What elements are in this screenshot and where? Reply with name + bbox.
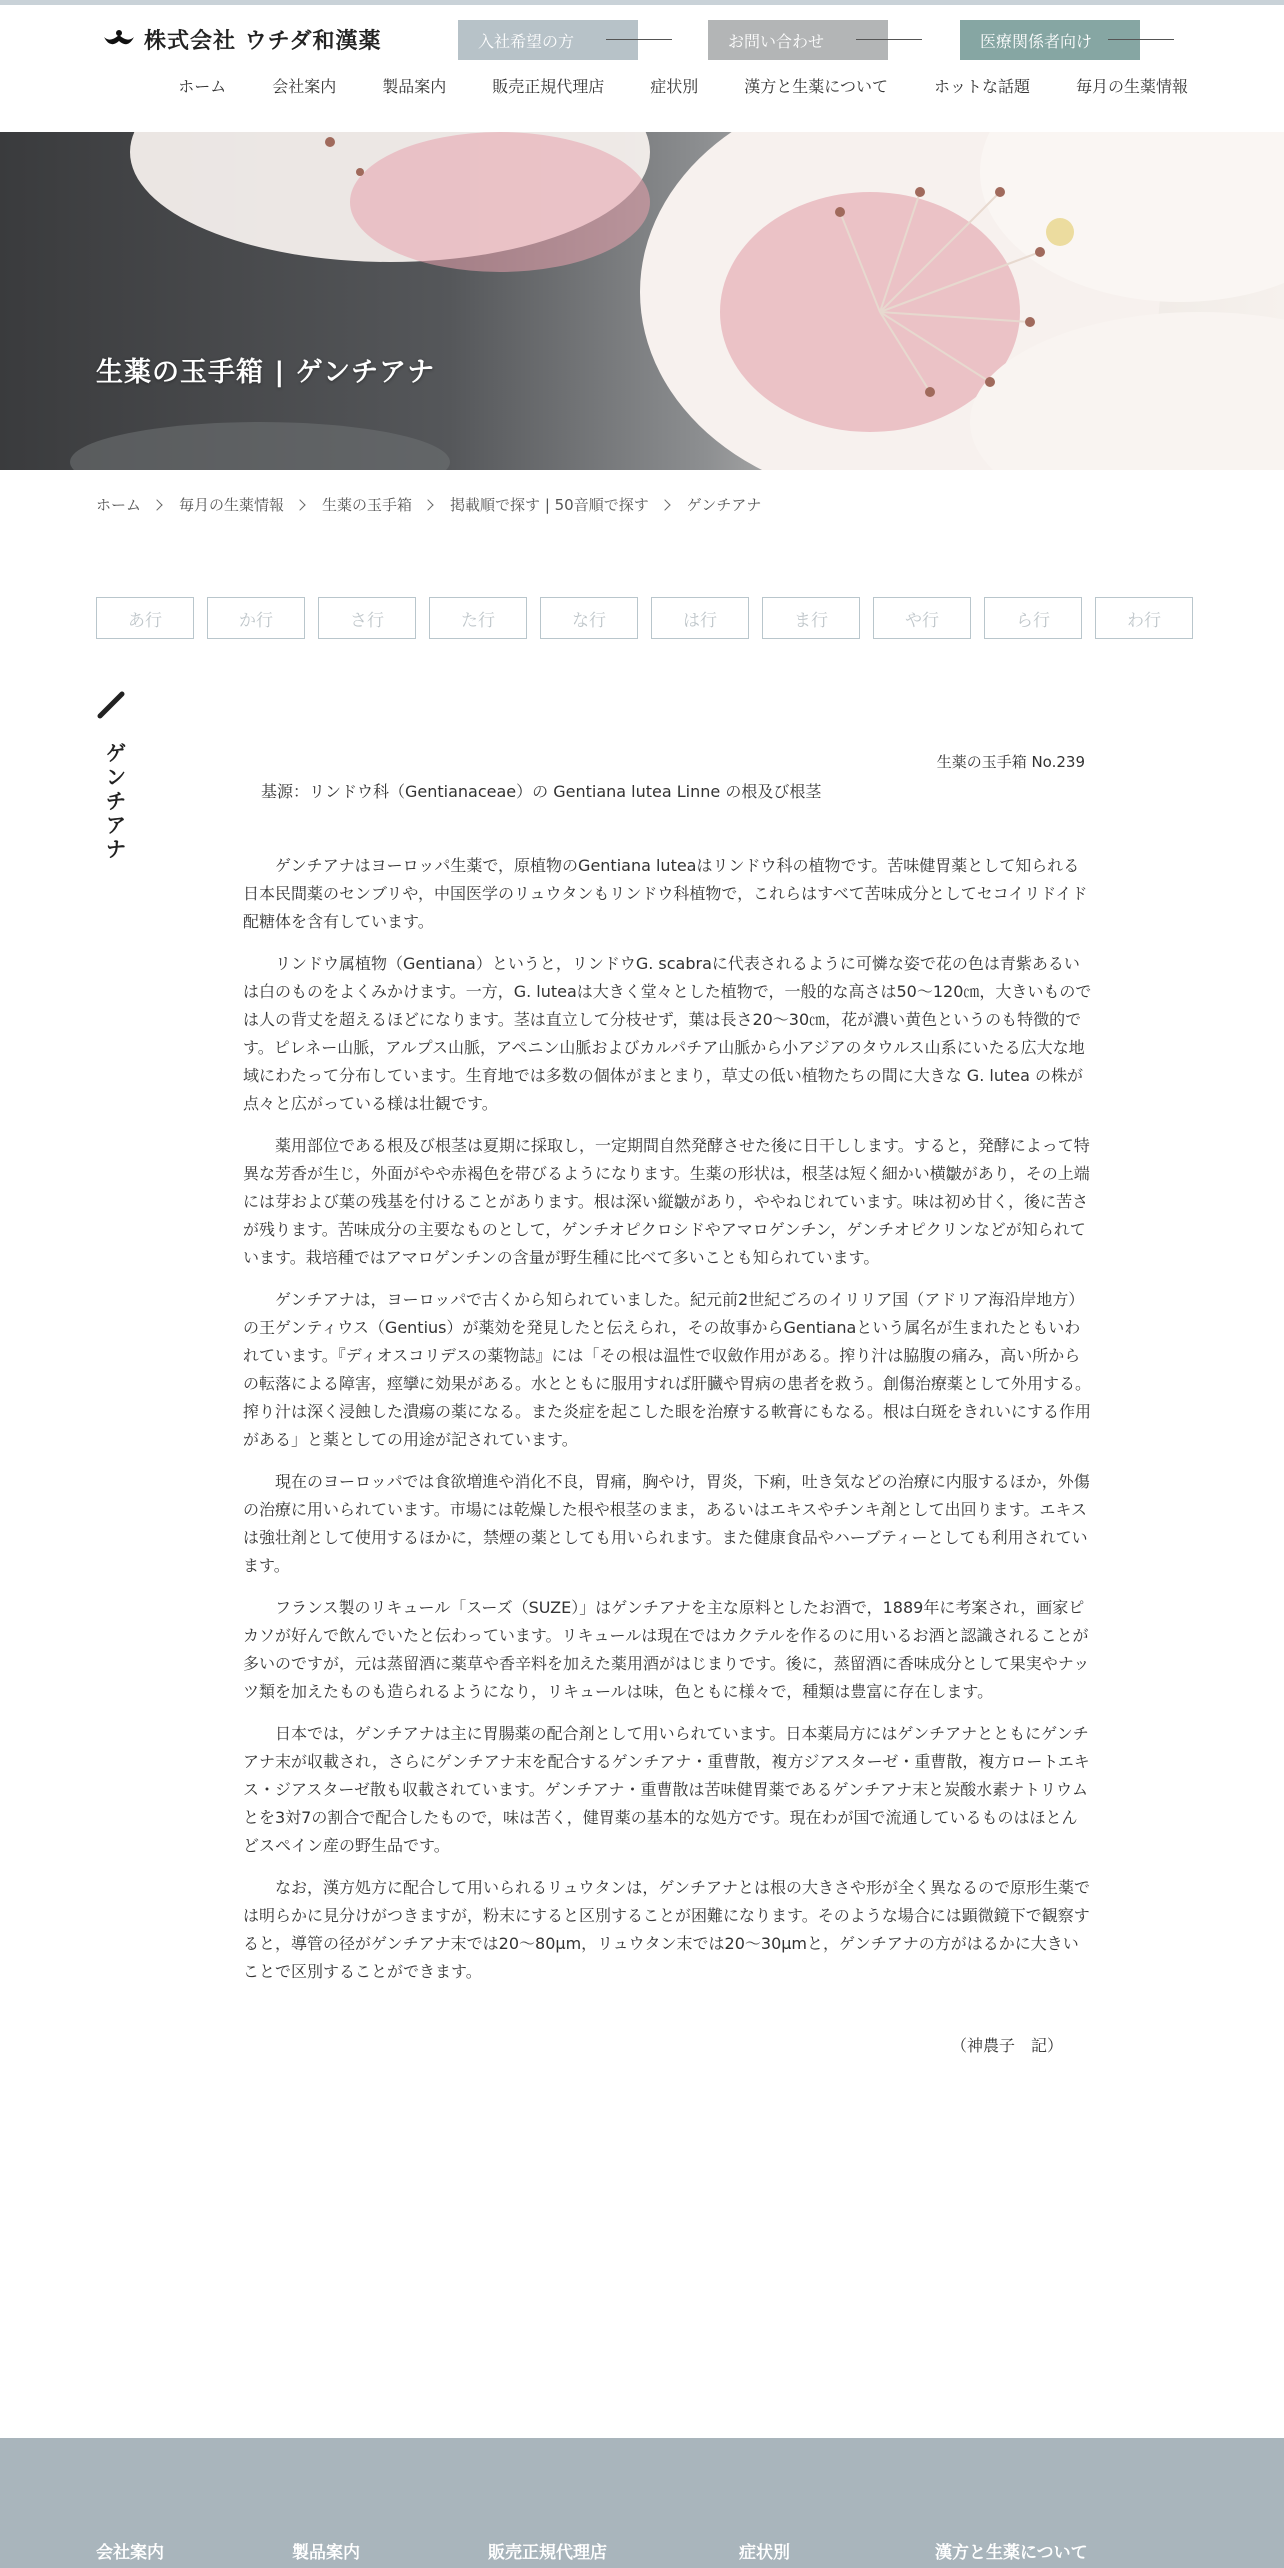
paragraph: なお，漢方処方に配合して用いられるリュウタンは，ゲンチアナとは根の大きさや形が全く異なるので原形生薬では明らかに見分けがつきますが，粉末にすると区別することが困難になります。そのような場合には顕微鏡下で観察すると，導管の径がゲンチアナ末では20〜80μm，リュウタン末では20〜30μmと，ゲンチアナの方がはるかに大きいことで区別することができます。 — [243, 1878, 1091, 1981]
page-title: 生薬の玉手箱 | ゲンチアナ — [96, 357, 436, 388]
nav-hot-topics[interactable]: ホットな話題 — [933, 77, 1030, 96]
medical-professionals-button[interactable] — [960, 20, 1140, 60]
company-name: 株式会社 ウチダ和漢薬 — [144, 29, 382, 54]
footer-link-products[interactable]: 製品案内 — [292, 2543, 360, 2563]
author-signature: （神農子 記） — [950, 2036, 1063, 2055]
logo-mark-icon — [102, 29, 136, 51]
paragraph: フランス製のリキュール「スーズ（SUZE）」はゲンチアナを主な原料としたお酒で，1889年に考案され，画家ピカソが好んで飲んでいたと伝わっています。リキュールは現在ではカクテルを作るのに用いるお酒と認識されることが多いのですが，元は蒸留酒に薬草や香辛料を加えた薬用酒がはじまりです。後に，蒸留酒に香味成分として果実やナッツ類を加えたものも造られるようになり，リキュールは味，色ともに様々で，種類は豊富に存在します。 — [243, 1598, 1090, 1701]
hero-banner — [0, 132, 1284, 470]
tab-ra[interactable]: ら行 — [984, 597, 1082, 639]
breadcrumb-monthly[interactable]: 毎月の生薬情報 — [179, 496, 285, 514]
paragraph: ゲンチアナはヨーロッパ生薬で，原植物のGentiana luteaはリンドウ科の植物です。苦味健胃薬として知られる日本民間薬のセンブリや，中国医学のリュウタンもリンドウ科植物で，これらはすべて苦味成分としてセコイリドイド配糖体を含有しています。 — [243, 856, 1088, 931]
medical-button-label: 医療関係者向け — [980, 31, 1093, 51]
recruit-button-label: 入社希望の方 — [478, 31, 575, 51]
article-body — [243, 748, 1093, 2060]
nav-symptoms[interactable]: 症状別 — [650, 77, 699, 96]
tab-wa[interactable]: わ行 — [1095, 597, 1193, 639]
footer-link-kampo[interactable]: 漢方と生薬について — [935, 2543, 1088, 2563]
top-accent-line — [0, 0, 1284, 5]
kana-index-tabs — [96, 597, 1193, 639]
pen-icon — [96, 688, 128, 720]
blossom-image — [0, 132, 1284, 470]
tab-sa[interactable]: さ行 — [318, 597, 416, 639]
breadcrumb-search[interactable]: 掲載順で探す | 50音順で探す — [450, 496, 649, 514]
breadcrumb-home[interactable]: ホーム — [96, 496, 142, 514]
chevron-right-icon — [151, 499, 162, 510]
contact-button[interactable] — [708, 20, 888, 60]
nav-kampo[interactable]: 漢方と生薬について — [744, 77, 888, 96]
contact-button-label: お問い合わせ — [728, 31, 825, 51]
nav-home[interactable]: ホーム — [178, 77, 227, 96]
paragraph: 薬用部位である根及び根茎は夏期に採取し，一定期間自然発酵させた後に日干しします。すると，発酵によって特異な芳香が生じ，外面がやや赤褐色を帯びるようになります。生薬の形状は，根茎は短く細かい横皺があり，その上端には芽および葉の残基を付けることがあります。根は深い縦皺があり，ややねじれています。味は初め甘く，後に苦さが残ります。苦味成分の主要なものとして，ゲンチオピクロシドやアマロゲンチン，ゲンチオピクリンなどが知られています。栽培種ではアマロゲンチンの含量が野生種に比べて多いことも知られています。 — [243, 1136, 1090, 1267]
footer-link-distributors[interactable]: 販売正規代理店 — [488, 2543, 607, 2563]
paragraph: ゲンチアナは，ヨーロッパで古くから知られていました。紀元前2世紀ごろのイリリア国（アドリア海沿岸地方）の王ゲンティウス（Gentius）が薬効を発見したと伝えられ，その故事からGentianaという属名が生まれたともいわれています。『ディオスコリデスの薬物誌』には「その根は温性で収斂作用がある。搾り汁は脇腹の痛み，高い所からの転落による障害，痙攣に効果がある。水とともに服用すれば肝臓や胃病の患者を救う。創傷治療薬として外用する。搾り汁は深く浸蝕した潰瘍の薬になる。また炎症を起こした眼を治療する軟膏にもなる。根は白斑をきれいにする作用がある」と薬としての用途が記されています。 — [243, 1290, 1092, 1449]
tab-a[interactable]: あ行 — [96, 597, 194, 639]
article-source: 基源：リンドウ科（Gentianaceae）の Gentiana lutea Linne の根及び根茎 — [261, 782, 822, 801]
tab-ha[interactable]: は行 — [651, 597, 749, 639]
breadcrumb — [96, 494, 761, 515]
footer-nav — [96, 2538, 1088, 2563]
footer-link-company[interactable]: 会社案内 — [96, 2543, 164, 2563]
nav-distributors[interactable]: 販売正規代理店 — [492, 77, 605, 96]
paragraph: 現在のヨーロッパでは食欲増進や消化不良，胃痛，胸やけ，胃炎，下痢，吐き気などの治療に内服するほか，外傷の治療に用いられています。市場には乾燥した根や根茎のまま，あるいはエキスやチンキ剤として出回ります。エキスは強壮剤として使用するほかに，禁煙の薬としても用いられます。また健康食品やハーブティーとしても利用されています。 — [243, 1472, 1090, 1575]
recruit-button[interactable] — [458, 20, 638, 60]
chevron-right-icon — [659, 499, 670, 510]
nav-company[interactable]: 会社案内 — [272, 77, 337, 96]
tab-ya[interactable]: や行 — [873, 597, 971, 639]
company-logo[interactable] — [102, 24, 382, 55]
chevron-right-icon — [422, 499, 433, 510]
tab-ka[interactable]: か行 — [207, 597, 305, 639]
paragraph: リンドウ属植物（Gentiana）というと，リンドウG. scabraに代表されるように可憐な姿で花の色は青紫あるいは白のものをよくみかけます。一方，G. luteaは大きく堂々とした植物で，一般的な高さは50〜120㎝，大きいものでは人の背丈を超えるほどになります。茎は直立して分枝せず，葉は長さ20〜30㎝，花が濃い黄色というのも特徴的です。ピレネー山脈，アルプス山脈，アペニン山脈およびカルパチア山脈から小アジアのタウルス山系にいたる広大な地域にわたって分布しています。生育地では多数の個体がまとまり，草丈の低い植物たちの間に大きな G. lutea の株が点々と広がっている様は壮観です。 — [243, 954, 1092, 1113]
vertical-herb-name: ゲンチアナ — [103, 742, 127, 862]
chevron-right-icon — [294, 499, 305, 510]
paragraph: 日本では，ゲンチアナは主に胃腸薬の配合剤として用いられています。日本薬局方にはゲンチアナとともにゲンチアナ末が収載され，さらにゲンチアナ末を配合するゲンチアナ・重曹散，複方ジアスターゼ・重曹散，複方ロートエキス・ジアスターゼ散も収載されています。ゲンチアナ・重曹散は苦味健胃薬であるゲンチアナ末と炭酸水素ナトリウムとを3対7の割合で配合したもので，味は苦く，健胃薬の基本的な処方です。現在わが国で流通しているものはほとんどスペイン産の野生品です。 — [243, 1724, 1090, 1855]
breadcrumb-tamatebako[interactable]: 生薬の玉手箱 — [322, 496, 413, 514]
main-nav — [178, 74, 1188, 97]
article-number: 生薬の玉手箱 No.239 — [936, 753, 1085, 771]
nav-monthly-info[interactable]: 毎月の生薬情報 — [1075, 77, 1188, 96]
tab-ma[interactable]: ま行 — [762, 597, 860, 639]
nav-products[interactable]: 製品案内 — [382, 77, 447, 96]
footer-link-symptoms[interactable]: 症状別 — [739, 2543, 790, 2563]
tab-ta[interactable]: た行 — [429, 597, 527, 639]
breadcrumb-current: ゲンチアナ — [686, 496, 762, 514]
tab-na[interactable]: な行 — [540, 597, 638, 639]
